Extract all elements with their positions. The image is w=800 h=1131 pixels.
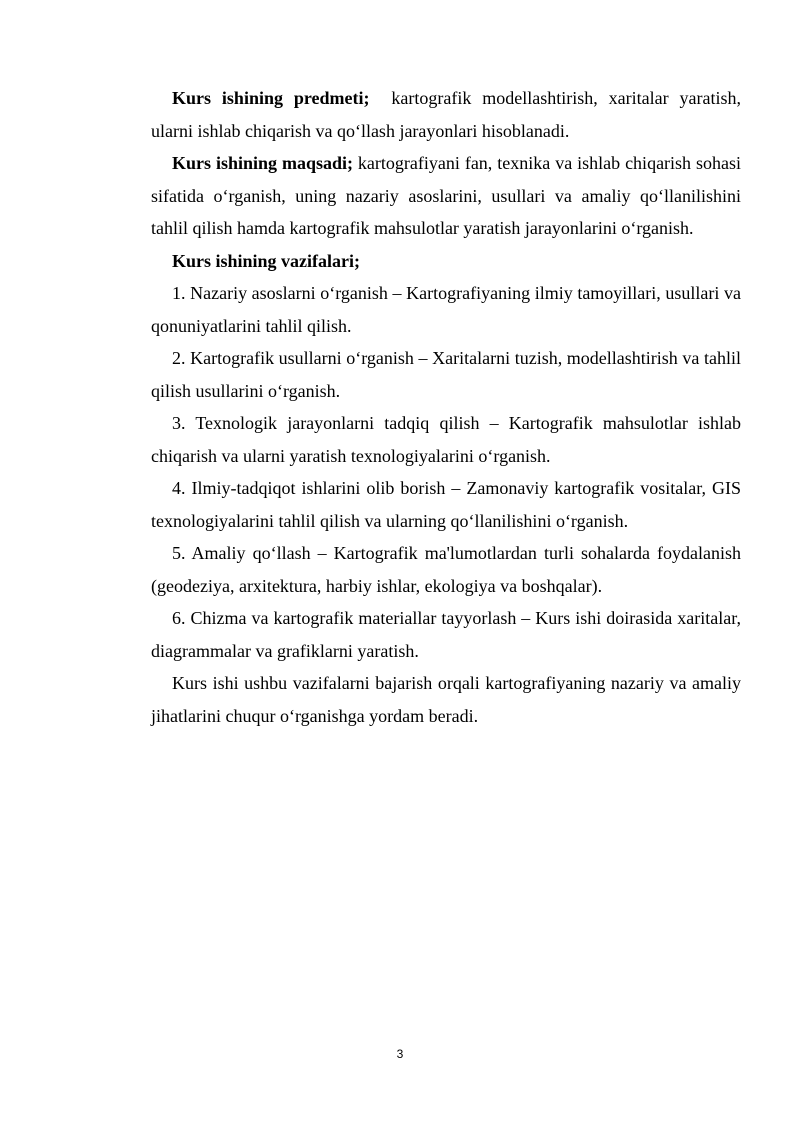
task-item: 2. Kartografik usullarni o‘rganish – Xaritalarni tuzish, modellashtirish va tahlil qilish usullarini o‘rganish. — [151, 348, 741, 401]
task-item: 3. Texnologik jarayonlarni tadqiq qilish – Kartografik mahsulotlar ishlab chiqarish va ularni yaratish texnologiyalarini o‘rganish. — [151, 413, 741, 466]
subject-label: Kurs ishining predmeti; — [172, 88, 370, 108]
task-item: 1. Nazariy asoslarni o‘rganish – Kartografiyaning ilmiy tamoyillari, usullari va qonuniyatlarini tahlil qilish. — [151, 283, 741, 336]
conclusion-paragraph: Kurs ishi ushbu vazifalarni bajarish orqali kartografiyaning nazariy va amaliy jihatlarini chuqur o‘rganishga yordam beradi. — [151, 673, 741, 726]
task-item: 4. Ilmiy-tadqiqot ishlarini olib borish – Zamonaviy kartografik vositalar, GIS texnologiyalarini tahlil qilish va ularning qo‘llanilishini o‘rganish. — [151, 478, 741, 531]
goal-text: kartografiyani fan, texnika va ishlab chiqarish sohasi sifatida o‘rganish, uning nazariy asoslarini, usullari va amaliy qo‘llanilishini tahlil qilish hamda kartografik mahsulotlar yaratish jarayonlarini o‘rganish. — [151, 153, 742, 238]
subject-text: kartografik modellashtirish, xaritalar yaratish, ularni ishlab chiqarish va qo‘llash jarayonlari hisoblanadi. — [151, 88, 742, 141]
page-number: 3 — [396, 1047, 404, 1061]
task-item: 6. Chizma va kartografik materiallar tayyorlash – Kurs ishi doirasida xaritalar, diagrammalar va grafiklarni yaratish. — [151, 608, 741, 661]
goal-label: Kurs ishining maqsadi; — [172, 153, 353, 173]
goal-paragraph — [151, 147, 741, 245]
task-item: 5. Amaliy qo‘llash – Kartografik ma'lumotlardan turli sohalarda foydalanish (geodeziya, arxitektura, harbiy ishlar, ekologiya va boshqalar). — [151, 543, 741, 596]
document-body — [151, 82, 741, 732]
tasks-heading: Kurs ishining vazifalari; — [172, 250, 361, 271]
subject-paragraph — [151, 82, 741, 147]
